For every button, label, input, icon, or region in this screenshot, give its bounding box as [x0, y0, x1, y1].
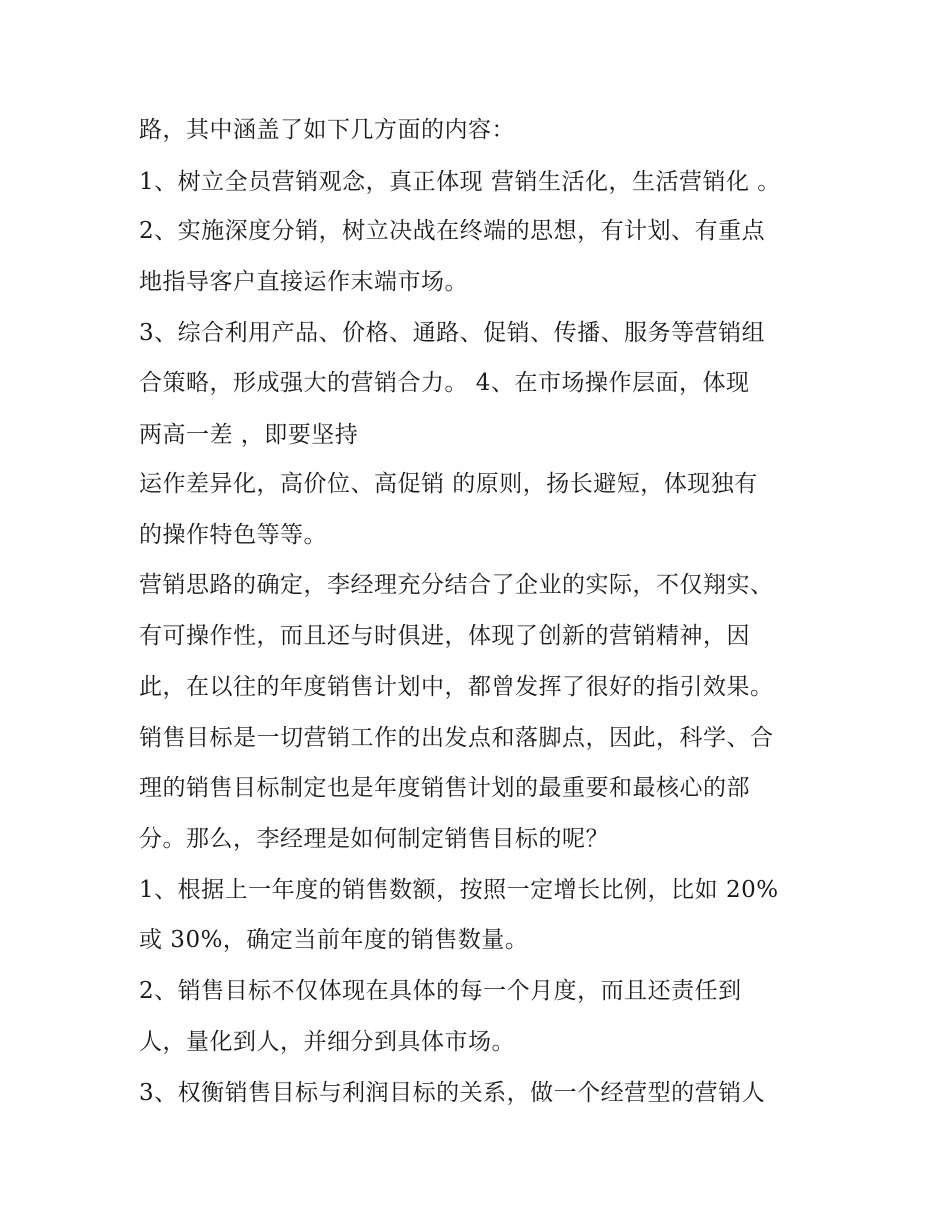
text-line: 地指导客户直接运作末端市场。 — [139, 269, 468, 295]
text-line: 有可操作性，而且还与时俱进，体现了创新的营销精神，因 — [139, 623, 750, 649]
text-line: 合策略，形成强大的营销合力。 4、在市场操作层面，体现 — [139, 370, 750, 396]
text-line: 2、销售目标不仅体现在具体的每一个月度，而且还责任到 — [139, 978, 742, 1004]
text-line: 2、实施深度分销，树立决战在终端的思想，有计划、有重点 — [139, 218, 766, 244]
text-line: 理的销售目标制定也是年度销售计划的最重要和最核心的部 — [139, 775, 750, 801]
text-line: 人，量化到人，并细分到具体市场。 — [139, 1029, 515, 1055]
text-line: 两高一差 ，即要坚持 — [139, 422, 359, 448]
text-line: 运作差异化，高价位、高促销 的原则，扬长避短，体现独有 — [139, 471, 758, 497]
text-line: 此，在以往的年度销售计划中，都曾发挥了很好的指引效果。 — [139, 674, 774, 700]
text-line: 分。那么，李经理是如何制定销售目标的呢？ — [139, 826, 609, 852]
text-line: 1、根据上一年度的销售数额，按照一定增长比例，比如 20% — [139, 877, 779, 903]
text-line: 1、树立全员营销观念，真正体现 营销生活化，生活营销化 。 — [139, 169, 781, 195]
text-line: 3、综合利用产品、价格、通路、促销、传播、服务等营销组 — [139, 320, 766, 346]
text-line: 3、权衡销售目标与利润目标的关系，做一个经营型的营销人 — [139, 1080, 766, 1106]
text-line: 或 30%，确定当前年度的销售数量。 — [139, 927, 529, 953]
text-line: 营销思路的确定，李经理充分结合了企业的实际，不仅翔实、 — [139, 572, 774, 598]
text-line: 的操作特色等等。 — [139, 522, 327, 548]
text-line: 销售目标是一切营销工作的出发点和落脚点，因此，科学、合 — [139, 725, 774, 751]
text-line: 路，其中涵盖了如下几方面的内容： — [139, 117, 515, 143]
